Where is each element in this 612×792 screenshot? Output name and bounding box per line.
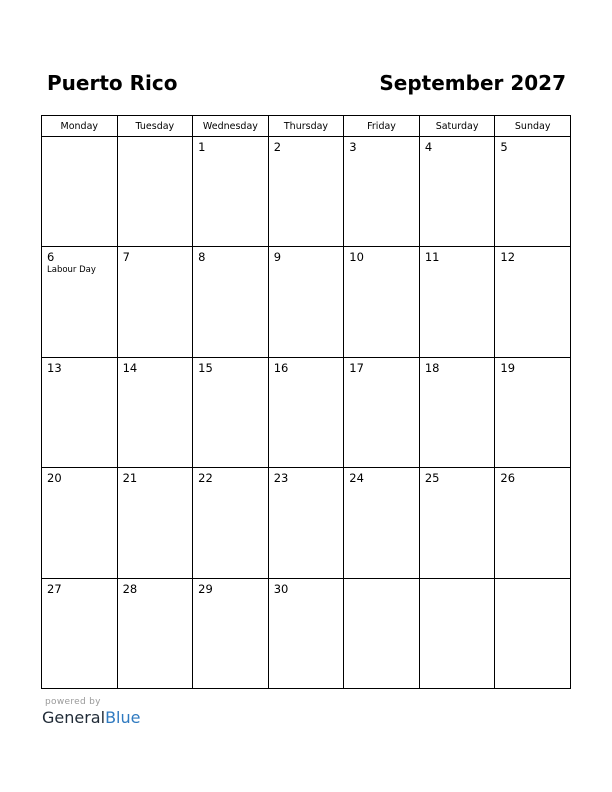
day-cell [344, 247, 420, 357]
day-cell [117, 247, 193, 357]
day-cell [495, 247, 571, 357]
day-number: 9 [273, 250, 282, 265]
day-cell [117, 578, 193, 688]
day-number: 7 [122, 250, 130, 265]
day-number: 27 [47, 581, 62, 596]
day-cell [42, 247, 118, 357]
day-number: 6 [47, 250, 55, 265]
brand-general: General [42, 708, 106, 727]
day-cell [117, 468, 193, 578]
day-cell [344, 137, 420, 247]
day-cell [419, 137, 495, 247]
day-number: 11 [424, 250, 440, 265]
day-number: 24 [349, 471, 364, 486]
day-number: 10 [349, 250, 364, 265]
day-cell [193, 468, 269, 578]
day-cell [268, 468, 344, 578]
day-number: 28 [122, 581, 138, 596]
day-cell [495, 137, 571, 247]
day-cell [117, 357, 193, 467]
weekday-header-row [42, 116, 571, 137]
day-number: 26 [500, 471, 516, 486]
day-number: 12 [500, 250, 516, 265]
day-number: 4 [424, 140, 433, 154]
day-number: 30 [273, 581, 289, 596]
day-number: 15 [198, 360, 213, 375]
brand-blue: Blue [105, 708, 141, 727]
day-cell [419, 468, 495, 578]
month-title: September 2027 [379, 71, 566, 95]
day-cell [495, 468, 571, 578]
day-number: 5 [500, 140, 508, 154]
holiday-label: Labour Day [47, 265, 96, 276]
day-cell [193, 357, 269, 467]
day-cell [344, 468, 420, 578]
powered-by-text: powered by [45, 697, 101, 707]
weekday-header: Thursday [268, 116, 344, 137]
day-cell [42, 137, 118, 247]
day-cell [268, 578, 344, 688]
day-cell [268, 247, 344, 357]
weekday-header: Saturday [419, 116, 495, 137]
generalblue-logo [42, 708, 140, 727]
day-number: 13 [47, 360, 62, 375]
day-cell [42, 578, 118, 688]
weekday-header: Tuesday [117, 116, 193, 137]
day-number: 17 [349, 360, 364, 375]
week-row [42, 468, 571, 578]
calendar-grid [41, 115, 571, 689]
day-number: 22 [198, 471, 213, 486]
day-cell [193, 137, 269, 247]
day-cell [117, 137, 193, 247]
day-cell [193, 578, 269, 688]
day-number: 18 [424, 360, 440, 375]
week-row [42, 578, 571, 688]
weekday-header: Friday [344, 116, 420, 137]
day-cell [419, 247, 495, 357]
day-number: 19 [500, 360, 516, 375]
weekday-header: Monday [42, 116, 118, 137]
day-cell [268, 357, 344, 467]
day-cell [42, 357, 118, 467]
day-number: 23 [273, 471, 289, 486]
day-cell [495, 357, 571, 467]
day-number: 14 [122, 360, 138, 375]
day-cell [344, 357, 420, 467]
day-number: 25 [424, 471, 440, 486]
week-row [42, 247, 571, 357]
day-number: 16 [273, 360, 289, 375]
day-cell [42, 468, 118, 578]
week-row [42, 137, 571, 247]
week-row [42, 357, 571, 467]
day-number: 21 [122, 471, 138, 486]
day-number: 20 [47, 471, 62, 486]
day-cell [419, 357, 495, 467]
day-number: 2 [273, 140, 282, 154]
weekday-header: Sunday [495, 116, 571, 137]
day-cell [495, 578, 571, 688]
day-number: 3 [349, 140, 357, 154]
weekday-header: Wednesday [193, 116, 269, 137]
day-cell [268, 137, 344, 247]
day-number: 29 [198, 581, 213, 596]
day-cell [344, 578, 420, 688]
country-title: Puerto Rico [47, 71, 178, 95]
day-number: 8 [198, 250, 206, 265]
day-number: 1 [198, 140, 206, 154]
day-cell [419, 578, 495, 688]
day-cell [193, 247, 269, 357]
